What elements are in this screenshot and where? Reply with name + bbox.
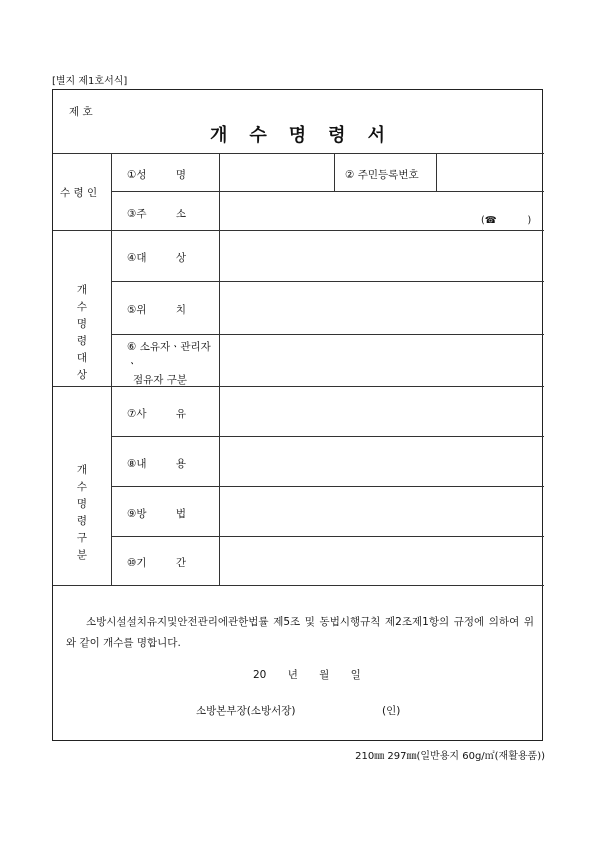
name-label: ①성 명: [127, 169, 187, 181]
divider: [53, 585, 544, 586]
divider: [53, 230, 544, 231]
divider: [111, 191, 544, 192]
document-title: 개수명령서: [210, 125, 407, 146]
order-notice-text: 소방시설설치유지및안전관리에관한법률 제5조 및 동법시행규칙 제2조제1항의 규정에 의하여 위와 같이 개수를 명합니다.: [66, 616, 534, 649]
order-group-label: 개 수 명 령 구 분: [76, 464, 102, 561]
divider: [436, 153, 437, 191]
period-label: ⑩기 간: [127, 557, 187, 569]
address-label: ③주 소: [127, 208, 187, 220]
divider: [111, 153, 112, 585]
form-number: [별지 제1호서식]: [52, 76, 128, 87]
method-label: ⑨방 법: [127, 508, 187, 520]
document-number-label: 제 호: [69, 106, 93, 118]
divider: [219, 153, 220, 585]
owner-type-label: 점유자 구분: [133, 374, 188, 386]
content-label: ⑧내 용: [127, 458, 187, 470]
recipient-group-label: 수 령 인: [60, 187, 98, 199]
divider: [111, 536, 544, 537]
reason-label: ⑦사 유: [127, 408, 187, 420]
divider: [111, 334, 544, 335]
divider: [111, 281, 544, 282]
owner-type-label: ㆍ: [127, 358, 138, 370]
paper-spec-footer: 210㎜ 297㎜(일반용지 60g/㎡(재활용품)): [355, 751, 545, 762]
issuer-name: 소방본부장(소방서장): [196, 705, 296, 717]
issue-date: 20 년 월 일: [253, 669, 361, 681]
target-group-label: 개 수 명 령 대 상: [76, 284, 102, 381]
divider: [111, 486, 544, 487]
object-label: ④대 상: [127, 252, 187, 264]
divider: [334, 153, 335, 191]
location-label: ⑤위 치: [127, 304, 187, 316]
divider: [53, 386, 544, 387]
owner-type-label: ⑥ 소유자ㆍ관리자: [127, 341, 211, 353]
resident-number-label: ② 주민등록번호: [345, 169, 419, 181]
seal-mark: (인): [382, 705, 401, 717]
divider: [111, 436, 544, 437]
divider: [53, 153, 544, 154]
phone-note: (☎ ): [481, 215, 532, 226]
